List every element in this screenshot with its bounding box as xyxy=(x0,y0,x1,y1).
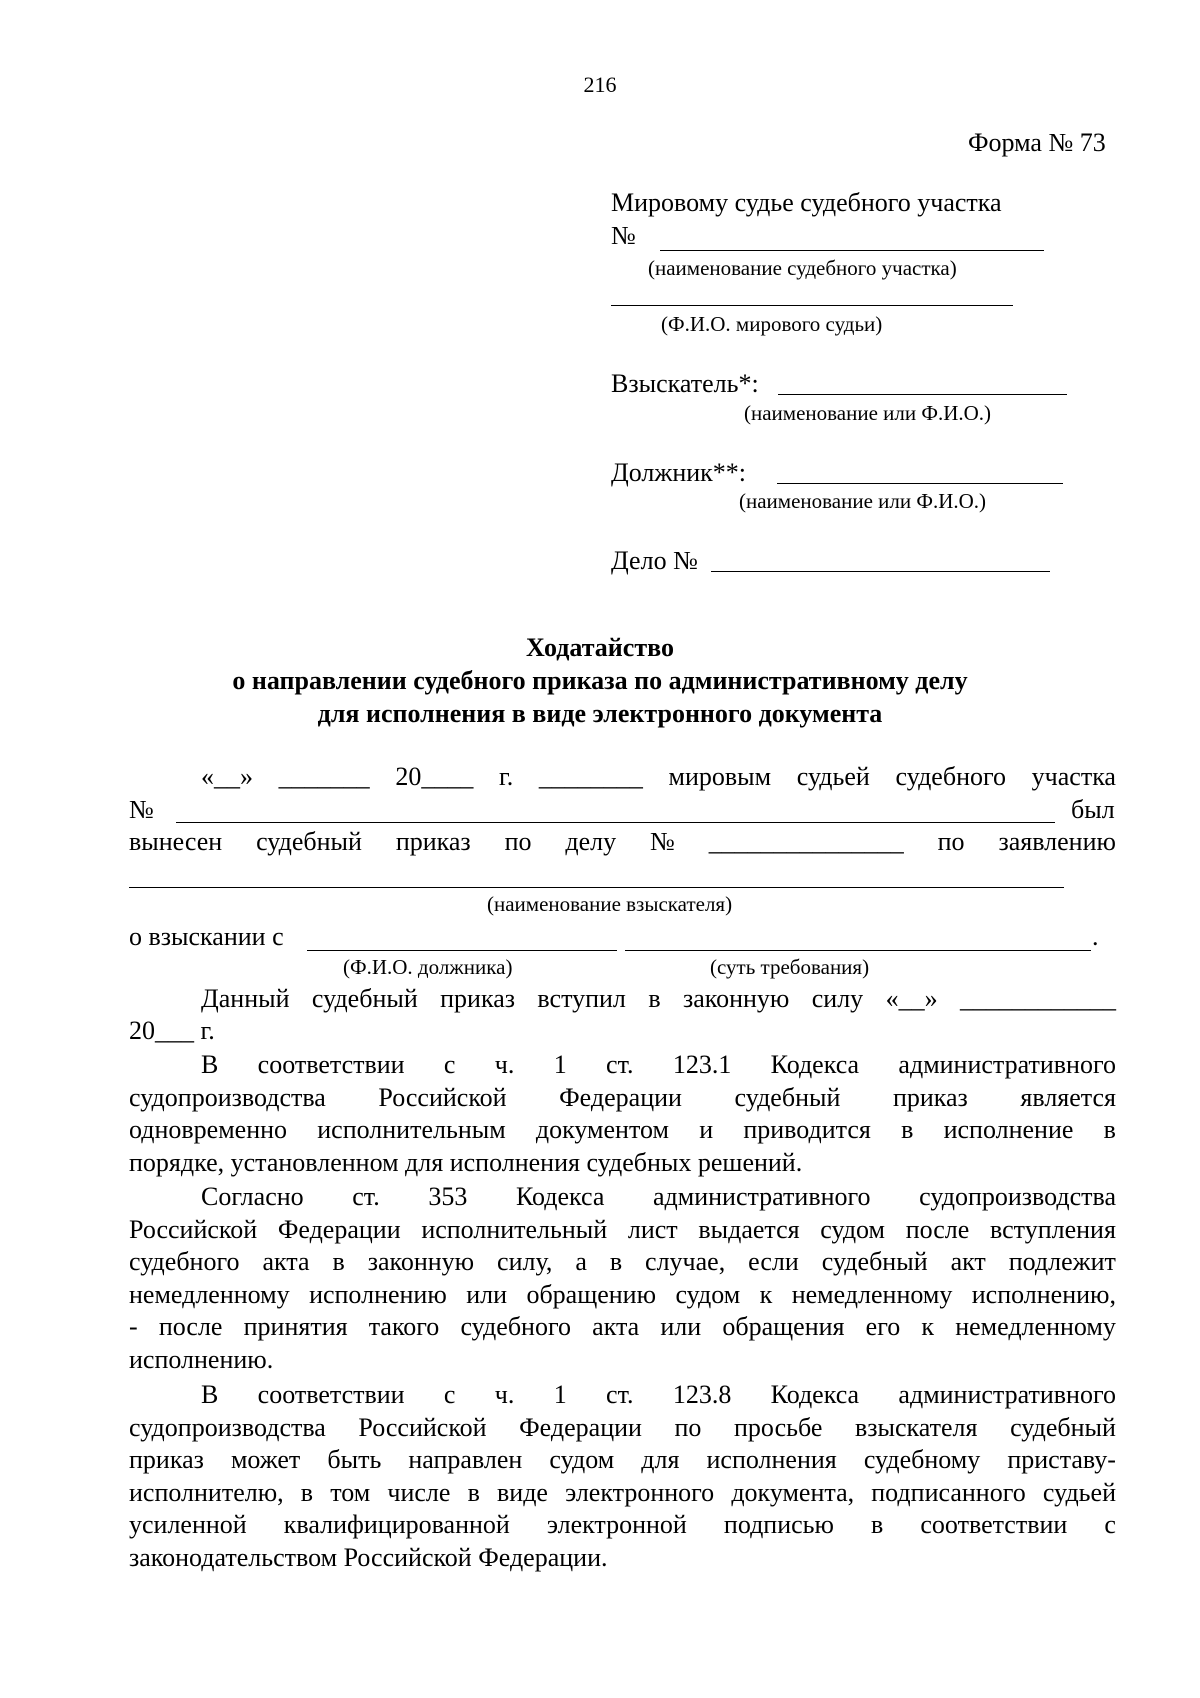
word: судом xyxy=(675,1279,741,1309)
page-number: 216 xyxy=(583,72,617,97)
word: немедленному xyxy=(791,1279,953,1309)
word: а xyxy=(575,1247,587,1277)
claimant-name-caption: (наименование взыскателя) xyxy=(487,892,733,916)
word: Федерации xyxy=(277,1214,401,1244)
word: лист xyxy=(627,1214,678,1244)
word: исполнению xyxy=(309,1279,447,1309)
word: с xyxy=(443,1050,456,1079)
paragraph-3 xyxy=(129,1379,1116,1575)
word: акт xyxy=(950,1247,986,1277)
entry-into-force-row xyxy=(129,984,1116,1014)
paragraph-line xyxy=(129,1114,1116,1147)
word: 353 xyxy=(428,1182,468,1211)
word: В xyxy=(201,1380,219,1409)
word: судопроизводства xyxy=(129,1412,326,1442)
word: приказ xyxy=(440,984,516,1013)
word: в xyxy=(871,1510,884,1540)
body-row-3 xyxy=(129,827,1116,857)
word: ст. xyxy=(606,1050,634,1079)
paragraph-last-line: законодательством Российской Федерации. xyxy=(129,1542,608,1572)
word: по xyxy=(504,827,532,856)
word: по xyxy=(937,827,965,856)
word: том xyxy=(330,1477,371,1507)
paragraph-line xyxy=(129,1412,1116,1445)
debtor-fio-caption: (Ф.И.О. должника) xyxy=(343,955,513,979)
word: к xyxy=(759,1279,773,1309)
word: судопроизводства xyxy=(919,1182,1116,1211)
word: в xyxy=(901,1115,914,1145)
word: может xyxy=(230,1445,301,1475)
court-section-blank xyxy=(660,250,1044,251)
word: судебный xyxy=(1010,1412,1116,1442)
word: к xyxy=(921,1312,935,1342)
paragraph-line xyxy=(129,1444,1116,1477)
word: такого xyxy=(368,1312,440,1342)
debtor-fio-blank xyxy=(307,950,617,951)
judge-name-caption: (Ф.И.О. мирового судьи) xyxy=(661,312,883,336)
word: приказ xyxy=(892,1082,968,1112)
word: акта xyxy=(592,1312,640,1342)
word: В xyxy=(201,1050,219,1079)
word: с xyxy=(443,1380,456,1409)
word: или xyxy=(466,1279,508,1309)
paragraph-line xyxy=(129,1246,1116,1279)
word: судебного xyxy=(895,762,1007,791)
word: после xyxy=(158,1312,223,1342)
word: 123.8 xyxy=(672,1380,732,1409)
word: после xyxy=(905,1214,970,1244)
case-number-label: Дело № xyxy=(611,546,698,575)
word: вступил xyxy=(537,984,626,1013)
word: соответствии xyxy=(257,1050,405,1079)
paragraph-line xyxy=(129,1311,1116,1344)
word: Федерации xyxy=(559,1082,682,1112)
word: Российской xyxy=(358,1412,487,1442)
claim-essence-caption: (суть требования) xyxy=(710,955,870,979)
recovery-from-label: о взыскании с xyxy=(129,922,284,951)
paragraph-line xyxy=(129,1379,1116,1412)
word: _______ xyxy=(278,762,370,791)
word: судебного xyxy=(460,1312,571,1342)
word: в xyxy=(648,984,661,1013)
word: ч. xyxy=(494,1050,515,1079)
word: судебный xyxy=(821,1247,928,1277)
word: документа, xyxy=(731,1477,855,1507)
word: судебного xyxy=(129,1247,240,1277)
word: в xyxy=(609,1247,623,1277)
word: если xyxy=(748,1247,799,1277)
word: судебный xyxy=(734,1082,841,1112)
debtor-label: Должник**: xyxy=(611,458,747,487)
word: ч. xyxy=(494,1380,515,1409)
word: ст. xyxy=(352,1182,380,1211)
word: в xyxy=(467,1477,480,1507)
court-section-caption: (наименование судебного участка) xyxy=(648,256,957,280)
word: акта xyxy=(262,1247,310,1277)
word: Согласно xyxy=(201,1182,304,1211)
word: 1 xyxy=(553,1380,567,1409)
word: быть xyxy=(327,1445,382,1475)
word: усиленной xyxy=(129,1510,247,1540)
word: исполнительный xyxy=(421,1214,608,1244)
word: Российской xyxy=(378,1082,507,1112)
word: с xyxy=(1104,1510,1116,1540)
was-word: был xyxy=(1071,795,1115,824)
word: подписанного xyxy=(871,1477,1026,1507)
paragraph-line xyxy=(129,1477,1116,1510)
paragraph-2 xyxy=(129,1181,1116,1377)
word: Кодекса xyxy=(515,1182,605,1211)
word: его xyxy=(865,1312,901,1342)
word: квалифицированной xyxy=(283,1510,510,1540)
word: участка xyxy=(1031,762,1116,791)
word: ____________ xyxy=(959,984,1116,1013)
title-line-1: Ходатайство xyxy=(526,633,674,662)
word: «__» xyxy=(885,984,938,1013)
claimant-name-blank xyxy=(129,887,1064,888)
word: исполнителю, xyxy=(129,1477,284,1507)
word: принятия xyxy=(243,1312,348,1342)
word: для xyxy=(641,1445,680,1475)
word: исполнения xyxy=(706,1445,837,1475)
word: приказ xyxy=(129,1445,204,1475)
claimant-blank xyxy=(778,394,1067,395)
word: обращения xyxy=(722,1312,845,1342)
word: в xyxy=(300,1477,314,1507)
word: электронного xyxy=(565,1477,715,1507)
word: законную xyxy=(682,984,790,1013)
debtor-blank xyxy=(777,483,1063,484)
word: в xyxy=(332,1247,345,1277)
word: административного xyxy=(898,1380,1116,1409)
word: по xyxy=(674,1412,702,1442)
word: подписью xyxy=(723,1510,834,1540)
word: исполнению, xyxy=(971,1279,1116,1309)
debtor-caption: (наименование или Ф.И.О.) xyxy=(739,489,987,513)
word: г. xyxy=(498,762,514,791)
word: приставу- xyxy=(1007,1445,1116,1475)
word: судом xyxy=(820,1214,886,1244)
word: исполнение xyxy=(943,1115,1074,1145)
word: № xyxy=(650,827,675,856)
title-line-3: для исполнения в виде электронного документа xyxy=(317,699,883,728)
paragraph-line xyxy=(129,1509,1116,1542)
word: судебному xyxy=(863,1445,981,1475)
word: Федерации xyxy=(519,1412,642,1442)
paragraph-line xyxy=(129,1279,1116,1312)
word: - xyxy=(129,1312,138,1342)
claim-essence-blank xyxy=(625,950,1091,951)
word: судьей xyxy=(1042,1477,1116,1507)
word: взыскателя xyxy=(854,1412,978,1442)
word: случае, xyxy=(645,1247,726,1277)
word: направлен xyxy=(408,1445,523,1475)
paragraph-1 xyxy=(129,1049,1116,1179)
word: приказ xyxy=(395,827,471,856)
word: немедленному xyxy=(129,1279,290,1309)
paragraph-last-line: исполнению. xyxy=(129,1344,274,1374)
paragraph-line xyxy=(129,1082,1116,1115)
word: судом xyxy=(549,1445,615,1475)
word: является xyxy=(1020,1082,1116,1112)
body-row-1 xyxy=(129,762,1116,792)
word: судьей xyxy=(796,762,870,791)
word: силу, xyxy=(497,1247,553,1277)
paragraph-last-line: порядке, установленном для исполнения судебных решений. xyxy=(129,1147,803,1177)
word: 123.1 xyxy=(672,1050,732,1079)
word: _______________ xyxy=(708,827,904,856)
paragraph-line xyxy=(129,1214,1116,1247)
paragraph-line xyxy=(129,1181,1116,1214)
word: обращению xyxy=(526,1279,657,1309)
form-number: Форма № 73 xyxy=(968,128,1106,157)
word: судебный xyxy=(256,827,362,856)
word: вступления xyxy=(990,1214,1116,1244)
word: исполнительным xyxy=(317,1115,506,1145)
word: судебный xyxy=(311,984,418,1013)
word: виде xyxy=(497,1477,548,1507)
judge-name-blank xyxy=(611,305,1013,306)
word: Кодекса xyxy=(770,1050,860,1079)
word: вынесен xyxy=(129,827,223,856)
addressee-line: Мировому судье судебного участка xyxy=(611,188,1002,217)
word: электронной xyxy=(546,1510,687,1540)
word: административного xyxy=(898,1050,1116,1079)
word: или xyxy=(660,1312,702,1342)
word: немедленному xyxy=(955,1312,1116,1342)
court-section-number-blank xyxy=(176,822,1055,823)
word: соответствии xyxy=(920,1510,1068,1540)
claimant-label: Взыскатель*: xyxy=(611,369,759,398)
word: Данный xyxy=(201,984,290,1013)
title-line-2: о направлении судебного приказа по административному делу xyxy=(232,666,968,695)
word: силу xyxy=(811,984,864,1013)
word: 1 xyxy=(553,1050,567,1079)
number-sign: № xyxy=(611,221,636,250)
paragraph-line xyxy=(129,1049,1116,1082)
word: одновременно xyxy=(129,1115,288,1145)
word: Российской xyxy=(129,1214,258,1244)
word: законную xyxy=(367,1247,475,1277)
word: Кодекса xyxy=(770,1380,860,1409)
word: приводится xyxy=(743,1115,871,1145)
period: . xyxy=(1092,922,1099,951)
claimant-caption: (наименование или Ф.И.О.) xyxy=(744,401,992,425)
word: числе xyxy=(387,1477,451,1507)
entry-into-force-year: 20___ г. xyxy=(129,1016,215,1045)
number-sign: № xyxy=(129,795,154,824)
word: соответствии xyxy=(257,1380,405,1409)
word: ст. xyxy=(606,1380,634,1409)
word: в xyxy=(1103,1115,1116,1145)
word: «__» xyxy=(201,762,253,791)
word: документом xyxy=(535,1115,669,1145)
word: ________ xyxy=(538,762,643,791)
word: делу xyxy=(565,827,617,856)
word: мировым xyxy=(668,762,772,791)
word: административного xyxy=(653,1182,871,1211)
word: и xyxy=(699,1115,714,1145)
word: заявлению xyxy=(998,827,1116,856)
word: 20____ xyxy=(395,762,474,791)
word: выдается xyxy=(698,1214,800,1244)
word: подлежит xyxy=(1008,1247,1116,1277)
case-number-blank xyxy=(711,571,1050,572)
word: просьбе xyxy=(734,1412,823,1442)
word: судопроизводства xyxy=(129,1082,326,1112)
